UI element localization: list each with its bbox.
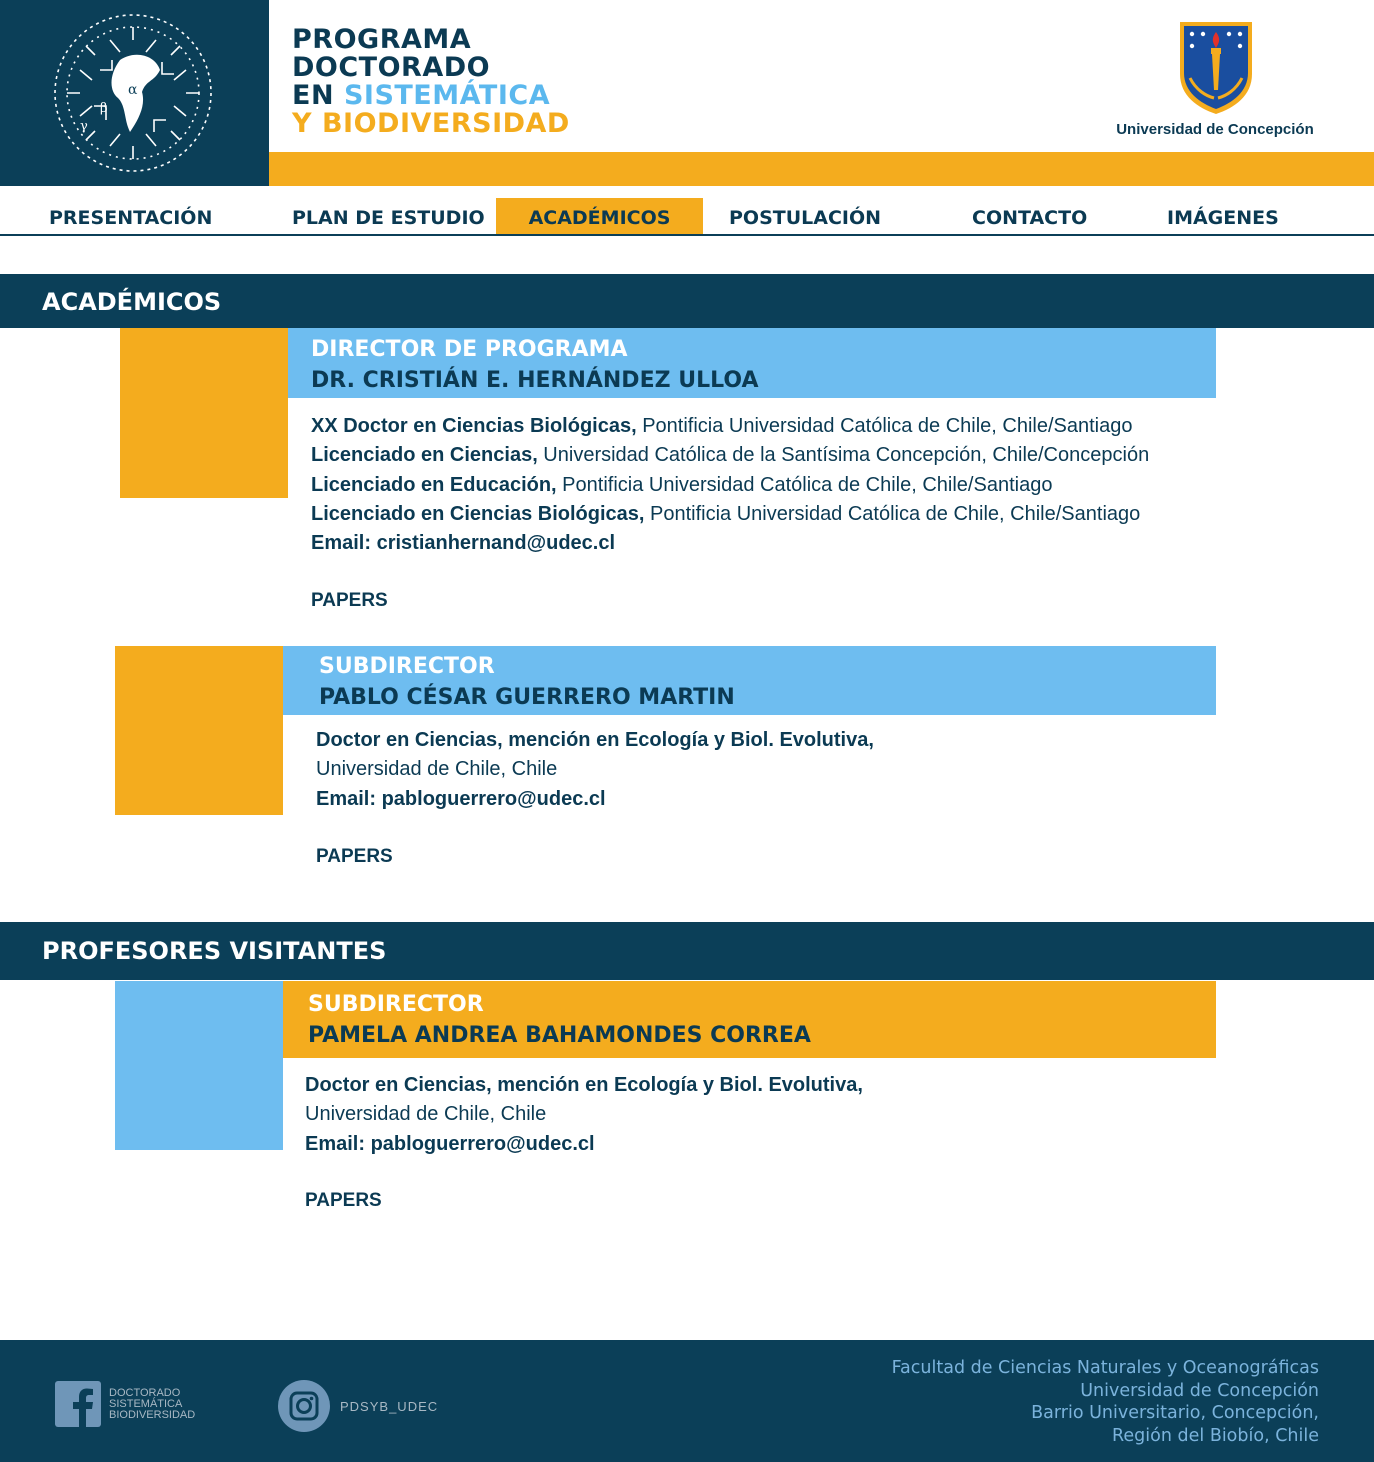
director-degree-3: Licenciado en Educación, Pontificia Universidad Católica de Chile, Chile/Santiago <box>311 473 1053 496</box>
visitante-institution: Universidad de Chile, Chile <box>305 1103 547 1126</box>
footer-address-line-3: Barrio Universitario, Concepción, <box>1031 1403 1319 1423</box>
subdirector-header <box>283 646 1216 715</box>
visitante-papers-link[interactable]: PAPERS <box>305 1190 382 1211</box>
visitante-degree: Doctor en Ciencias, mención en Ecología y Biol. Evolutiva, <box>305 1074 863 1096</box>
university-name: Universidad de Concepción <box>1116 121 1314 138</box>
subdirector-photo-placeholder <box>115 646 283 815</box>
nav-imagenes[interactable]: IMÁGENES <box>1167 207 1279 229</box>
visitante-role: SUBDIRECTOR <box>308 992 484 1017</box>
instagram-link[interactable] <box>278 1380 438 1432</box>
subdirector-name: PABLO CÉSAR GUERRERO MARTIN <box>319 685 735 710</box>
program-title-line-4: Y BIODIVERSIDAD <box>292 108 570 139</box>
university-crest <box>1176 18 1256 121</box>
subdirector-degree: Doctor en Ciencias, mención en Ecología y Biol. Evolutiva, <box>316 729 874 751</box>
director-email[interactable]: Email: cristianhernand@udec.cl <box>311 532 616 555</box>
visitante-header <box>283 981 1216 1058</box>
header-accent-bar <box>269 152 1374 186</box>
instagram-icon <box>278 1380 330 1432</box>
main-navigation <box>0 198 1374 236</box>
director-header <box>288 328 1216 398</box>
nav-postulacion[interactable]: POSTULACIÓN <box>729 207 882 229</box>
visitante-email[interactable]: Email: pabloguerrero@udec.cl <box>305 1132 595 1155</box>
director-name: DR. CRISTIÁN E. HERNÁNDEZ ULLOA <box>311 368 759 393</box>
subdirector-institution: Universidad de Chile, Chile <box>316 758 558 781</box>
facebook-link[interactable] <box>55 1381 195 1427</box>
director-photo-placeholder <box>120 328 288 498</box>
nav-plan-de-estudio[interactable]: PLAN DE ESTUDIO <box>292 207 485 229</box>
footer-address-line-2: Universidad de Concepción <box>1080 1380 1319 1401</box>
program-title-highlight: SISTEMÁTICA <box>343 80 551 111</box>
visitante-details <box>305 1071 863 1159</box>
program-title-line-2: DOCTORADO <box>292 52 491 83</box>
footer-address-line-1: Facultad de Ciencias Naturales y Oceanográficas <box>891 1358 1319 1378</box>
phylogeny-globe-logo <box>50 10 216 176</box>
director-degree-1: XX Doctor en Ciencias Biológicas, Pontificia Universidad Católica de Chile, Chile/Santiago <box>311 415 1133 437</box>
program-logo-panel <box>0 0 269 186</box>
section-title-academicos: ACADÉMICOS <box>0 274 1374 328</box>
instagram-handle: PDSYB_UDEC <box>340 1398 439 1414</box>
visitante-name: PAMELA ANDREA BAHAMONDES CORREA <box>308 1023 811 1048</box>
subdirector-role: SUBDIRECTOR <box>319 654 495 679</box>
program-title-prefix: EN <box>292 80 344 111</box>
alpha-letter: α <box>128 82 138 98</box>
nav-contacto[interactable]: CONTACTO <box>972 207 1088 229</box>
nav-academicos[interactable]: ACADÉMICOS <box>496 198 703 234</box>
director-degree-4: Licenciado en Ciencias Biológicas, Pontificia Universidad Católica de Chile, Chile/Santiago <box>311 502 1141 525</box>
subdirector-details <box>316 726 874 814</box>
visitante-photo-placeholder <box>115 981 283 1150</box>
facebook-icon <box>55 1381 101 1427</box>
director-role: DIRECTOR DE PROGRAMA <box>311 337 628 362</box>
beta-letter: β <box>100 101 108 116</box>
section-title-profesores-visitantes: PROFESORES VISITANTES <box>0 922 1374 980</box>
gamma-letter: γ <box>80 119 88 134</box>
nav-presentacion[interactable]: PRESENTACIÓN <box>49 207 213 229</box>
subdirector-papers-link[interactable]: PAPERS <box>316 846 393 867</box>
director-details <box>311 412 1149 558</box>
subdirector-email[interactable]: Email: pabloguerrero@udec.cl <box>316 787 606 810</box>
program-title-line-1: PROGRAMA <box>292 24 472 55</box>
director-degree-2: Licenciado en Ciencias, Universidad Católica de la Santísima Concepción, Chile/Concepción <box>311 444 1150 467</box>
footer <box>0 1340 1374 1462</box>
facebook-page-name: DOCTORADO SISTEMÁTICA BIODIVERSIDAD <box>109 1386 196 1421</box>
director-papers-link[interactable]: PAPERS <box>311 590 388 611</box>
program-title-line-3 <box>292 82 550 110</box>
footer-address-line-4: Región del Biobío, Chile <box>1112 1425 1319 1446</box>
